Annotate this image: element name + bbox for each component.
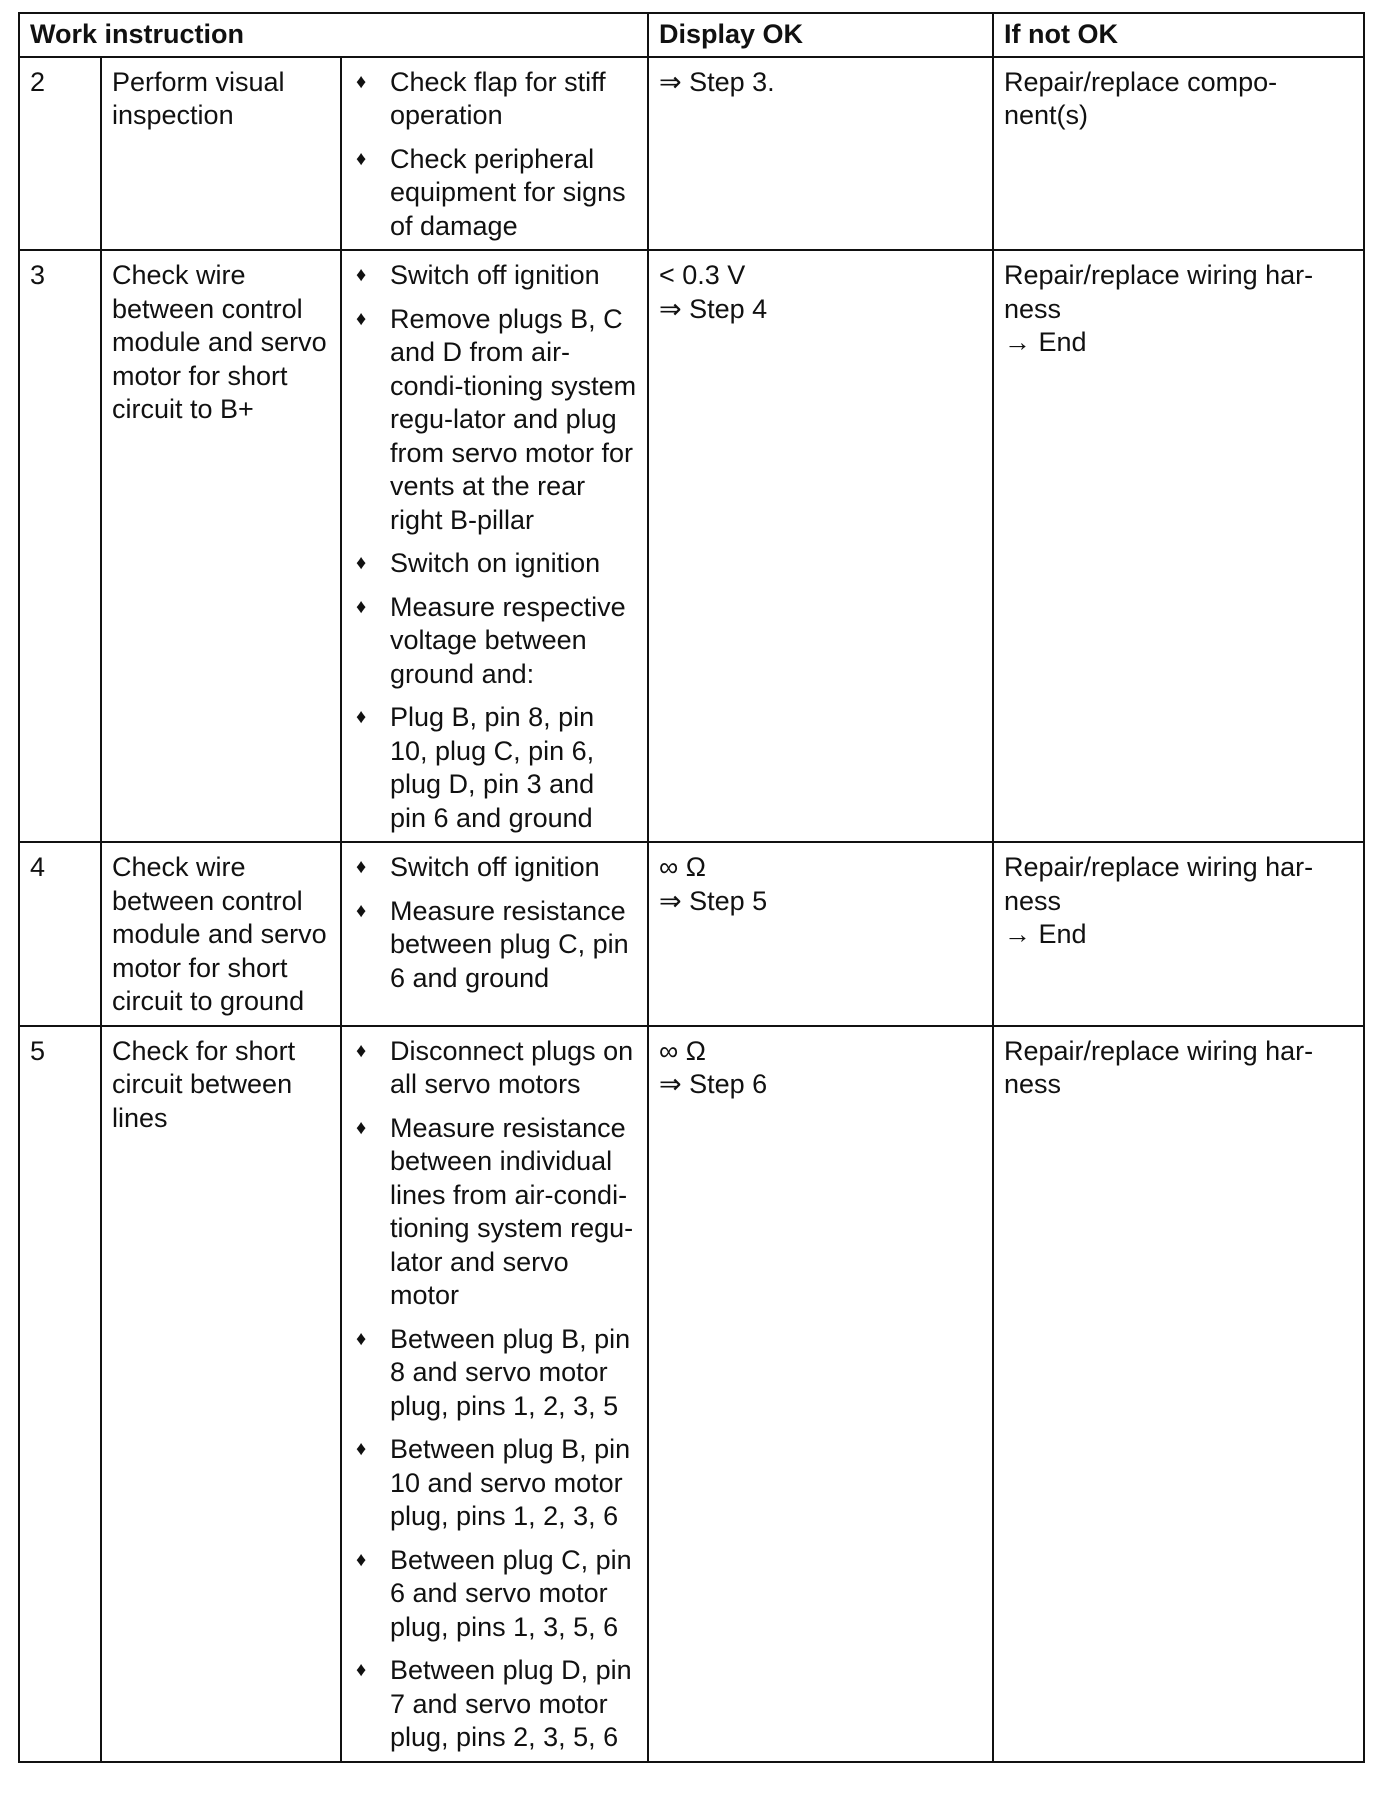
step-description: Perform visual inspection — [101, 57, 341, 251]
if-not-ok-line: Repair/replace compo-nent(s) — [1004, 66, 1278, 130]
check-item-text: Check flap for stiff operation — [390, 66, 606, 130]
check-list — [352, 851, 637, 995]
step-number: 2 — [19, 57, 101, 251]
check-item-text: Between plug D, pin 7 and servo motor plug, pins 2, 3, 5, 6 — [390, 1655, 632, 1752]
if-not-ok-line: Repair/replace wiring har-ness — [1004, 852, 1314, 916]
diamond-bullet-icon: ♦ — [356, 1116, 367, 1139]
diamond-bullet-icon: ♦ — [356, 595, 367, 618]
table-row — [19, 250, 1364, 842]
check-list-cell — [341, 57, 648, 251]
check-item — [352, 1323, 637, 1424]
check-item — [352, 259, 637, 293]
step-number: 3 — [19, 250, 101, 842]
diamond-bullet-icon: ♦ — [356, 1548, 367, 1571]
check-list — [352, 1035, 637, 1755]
if-not-ok-line: Repair/replace wiring har-ness — [1004, 260, 1314, 324]
diamond-bullet-icon: ♦ — [356, 1438, 367, 1460]
check-item-text: Measure resistance between individual lines from air-condi-tioning system regu-lator and servo motor — [390, 1112, 634, 1310]
header-if-not-ok: If not OK — [993, 13, 1364, 57]
check-item — [352, 1035, 637, 1102]
diamond-bullet-icon: ♦ — [356, 307, 367, 330]
table-row — [19, 1026, 1364, 1762]
check-item-text: Measure respective voltage between ground and: — [390, 591, 626, 689]
check-list-cell — [341, 1026, 648, 1762]
check-item-text: Switch off ignition — [390, 852, 600, 882]
display-ok-cell — [648, 57, 993, 251]
check-list-cell — [341, 842, 648, 1026]
check-item-text: Plug B, pin 8, pin 10, plug C, pin 6, plug D, pin 3 and pin 6 and ground — [390, 702, 595, 833]
diamond-bullet-icon: ♦ — [356, 856, 367, 878]
check-item — [352, 303, 637, 538]
display-ok-line: ∞ Ω — [659, 852, 706, 882]
check-item — [352, 701, 637, 835]
check-list — [352, 259, 637, 835]
header-display-ok: Display OK — [648, 13, 993, 57]
diamond-bullet-icon: ♦ — [356, 552, 367, 574]
diamond-bullet-icon: ♦ — [356, 1327, 367, 1350]
check-item — [352, 851, 637, 885]
check-item-text: Between plug B, pin 10 and servo motor plug, pins 1, 2, 3, 6 — [390, 1434, 631, 1531]
check-item-text: Switch on ignition — [390, 548, 601, 578]
diamond-bullet-icon: ♦ — [356, 1039, 367, 1062]
display-ok-cell — [648, 250, 993, 842]
check-item-text: Switch off ignition — [390, 260, 600, 290]
check-item-text: Remove plugs B, C and D from air-condi-tioning system regu-lator and plug from servo motor for vents at the rear right B-pillar — [390, 303, 637, 535]
step-description: Check for short circuit between lines — [101, 1026, 341, 1762]
header-row — [19, 13, 1364, 57]
display-ok-line: ⇒ Step 6 — [659, 1069, 768, 1099]
if-not-ok-cell — [993, 842, 1364, 1026]
step-number: 4 — [19, 842, 101, 1026]
if-not-ok-line: → End — [1004, 327, 1087, 357]
check-item — [352, 1654, 637, 1755]
if-not-ok-line: Repair/replace wiring har-ness — [1004, 1035, 1314, 1099]
check-item-text: Measure resistance between plug C, pin 6 and ground — [390, 895, 629, 993]
display-ok-line: ⇒ Step 3. — [659, 66, 775, 97]
if-not-ok-cell — [993, 1026, 1364, 1762]
check-item-text: Between plug B, pin 8 and servo motor plug, pins 1, 2, 3, 5 — [390, 1323, 631, 1421]
step-number: 5 — [19, 1026, 101, 1762]
check-item — [352, 1433, 637, 1534]
display-ok-line: ∞ Ω — [659, 1035, 706, 1066]
check-item-text: Disconnect plugs on all servo motors — [390, 1035, 634, 1099]
if-not-ok-cell — [993, 250, 1364, 842]
check-item — [352, 895, 637, 996]
step-description: Check wire between control module and servo motor for short circuit to ground — [101, 842, 341, 1026]
check-item — [352, 1112, 637, 1313]
diamond-bullet-icon: ♦ — [356, 70, 367, 93]
display-ok-line: < 0.3 V — [659, 260, 746, 290]
diamond-bullet-icon: ♦ — [356, 899, 367, 922]
check-item-text: Between plug C, pin 6 and servo motor plug, pins 1, 3, 5, 6 — [390, 1544, 632, 1642]
check-list — [352, 66, 637, 244]
diamond-bullet-icon: ♦ — [356, 1659, 367, 1681]
check-item — [352, 591, 637, 692]
diamond-bullet-icon: ♦ — [356, 264, 367, 286]
if-not-ok-cell — [993, 57, 1364, 251]
check-item-text: Check peripheral equipment for signs of damage — [390, 143, 626, 241]
work-instruction-table — [18, 12, 1365, 1763]
check-item — [352, 1544, 637, 1645]
if-not-ok-line: → End — [1004, 919, 1087, 949]
check-item — [352, 547, 637, 581]
display-ok-line: ⇒ Step 4 — [659, 293, 768, 324]
display-ok-cell — [648, 1026, 993, 1762]
step-description: Check wire between control module and servo motor for short circuit to B+ — [101, 250, 341, 842]
diamond-bullet-icon: ♦ — [356, 706, 367, 728]
check-item — [352, 66, 637, 133]
display-ok-line: ⇒ Step 5 — [659, 885, 768, 916]
table-row — [19, 57, 1364, 251]
check-item — [352, 143, 637, 244]
display-ok-cell — [648, 842, 993, 1026]
diamond-bullet-icon: ♦ — [356, 147, 367, 170]
header-work-instruction: Work instruction — [19, 13, 648, 57]
table-row — [19, 842, 1364, 1026]
check-list-cell — [341, 250, 648, 842]
